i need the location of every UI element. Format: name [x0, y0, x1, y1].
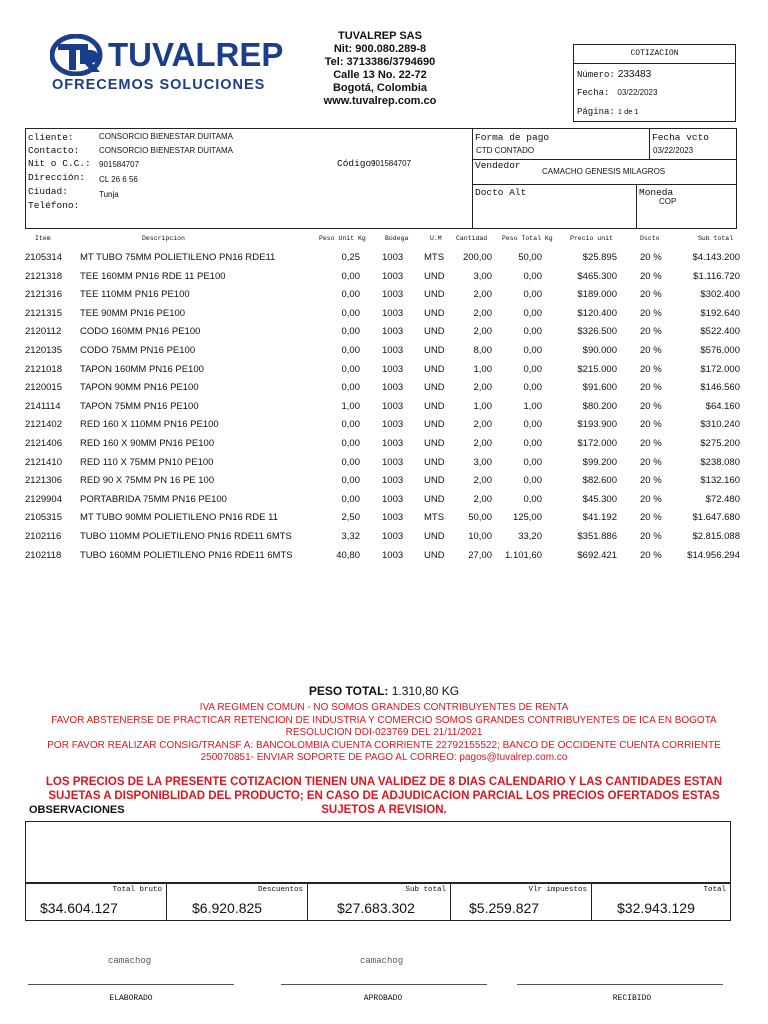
table-row — [25, 343, 745, 362]
cell-bodega: 1003 — [382, 363, 404, 375]
codigo-label: Código: — [337, 158, 377, 169]
cell-um: UND — [424, 363, 445, 375]
cell-descripcion: PORTABRIDA 75MM PN16 PE100 — [80, 493, 227, 505]
cell-bodega: 1003 — [382, 437, 404, 449]
cell-dscto: 20 % — [640, 400, 662, 412]
cell-sub-total: $14.956.294 — [687, 549, 740, 561]
cell-um: MTS — [424, 252, 445, 263]
company-nit: Nit: 900.080.289-8 — [333, 43, 427, 55]
cell-precio-unit: $189.000 — [577, 289, 617, 301]
quote-number: 233483 — [617, 69, 652, 80]
cell-cantidad: 2,00 — [473, 382, 492, 394]
sub-total-cell — [308, 884, 451, 920]
aprobado-label: APROBADO — [363, 994, 403, 1003]
cell-um: UND — [424, 307, 445, 319]
cell-peso-unit: 0,00 — [341, 382, 360, 394]
cell-precio-unit: $90.000 — [582, 344, 617, 356]
cell-bodega: 1003 — [382, 456, 404, 468]
company-name: TUVALREP SAS — [338, 30, 422, 42]
cell-item: 2121315 — [25, 307, 62, 319]
quote-title: COTIZACION — [574, 47, 735, 64]
peso-total-label: PESO TOTAL: — [308, 684, 389, 698]
cell-um: UND — [424, 456, 445, 468]
cell-peso-unit: 2,50 — [341, 512, 360, 524]
company-city: Bogotá, Colombia — [332, 82, 428, 94]
cell-bodega: 1003 — [382, 289, 404, 301]
cell-peso-total: 0,00 — [523, 289, 542, 301]
table-row — [25, 287, 745, 306]
sub-total-value: $27.683.302 — [337, 900, 415, 916]
cell-descripcion: TAPON 160MM PN16 PE100 — [80, 363, 204, 375]
cell-precio-unit: $692.421 — [577, 549, 617, 561]
total-bruto-value: $34.604.127 — [40, 900, 118, 916]
forma-pago-label: Forma de pago — [475, 132, 550, 143]
cell-cantidad: 2,00 — [473, 419, 492, 431]
total-bruto-cell — [26, 884, 167, 920]
cell-sub-total: $64.160 — [705, 400, 740, 412]
direccion-value: CL 26 6 56 — [99, 175, 138, 184]
table-row — [25, 529, 745, 548]
cell-bodega: 1003 — [382, 344, 404, 356]
cell-dscto: 20 % — [640, 289, 662, 301]
cell-descripcion: CODO 160MM PN16 PE100 — [80, 326, 201, 338]
table-row — [25, 548, 745, 567]
cell-peso-unit: 0,00 — [341, 493, 360, 505]
quote-date-row — [577, 88, 657, 98]
cell-dscto: 20 % — [640, 326, 662, 338]
cell-dscto: 20 % — [640, 363, 662, 375]
aprobado-name: camachog — [360, 956, 404, 966]
items-table-header — [25, 234, 745, 248]
brand-slogan: OFRECEMOS SOLUCIONES — [52, 77, 266, 93]
cell-bodega: 1003 — [382, 252, 404, 263]
cell-um: UND — [424, 289, 445, 301]
ciudad-label: Ciudad: — [28, 186, 68, 197]
cell-sub-total: $4.143.200 — [692, 252, 740, 263]
cell-descripcion: TEE 160MM PN16 RDE 11 PE100 — [80, 270, 226, 282]
cell-descripcion: CODO 75MM PN16 PE100 — [80, 344, 196, 356]
table-row — [25, 455, 745, 474]
cell-precio-unit: $45.300 — [582, 493, 617, 505]
cell-sub-total: $310.240 — [700, 419, 740, 431]
fecha-vcto-value: 03/22/2023 — [653, 146, 694, 155]
moneda-label: Moneda — [639, 187, 674, 198]
elaborado-name: camachog — [108, 956, 152, 966]
cell-sub-total: $1.647.680 — [692, 512, 740, 524]
cell-cantidad: 50,00 — [468, 512, 492, 524]
table-row — [25, 362, 745, 381]
cell-peso-unit: 3,32 — [341, 530, 360, 542]
cell-descripcion: RED 110 X 75MM PN10 PE100 — [80, 456, 214, 468]
cell-precio-unit: $82.600 — [582, 475, 617, 487]
cell-cantidad: 3,00 — [473, 456, 492, 468]
cell-descripcion: RED 90 X 75MM PN 16 PE 100 — [80, 475, 215, 487]
cell-precio-unit: $215.000 — [577, 363, 617, 375]
fecha-vcto-label: Fecha vcto — [652, 132, 710, 143]
table-row — [25, 436, 745, 455]
cell-item: 2121318 — [25, 270, 62, 282]
cell-item: 2120015 — [25, 382, 62, 394]
cell-um: UND — [424, 344, 445, 356]
brand-name: TUVALREP — [108, 36, 284, 73]
ciudad-value: Tunja — [99, 190, 119, 199]
cell-dscto: 20 % — [640, 475, 662, 487]
cell-peso-total: 0,00 — [523, 437, 542, 449]
cell-dscto: 20 % — [640, 530, 662, 542]
cell-peso-unit: 0,00 — [341, 475, 360, 487]
table-row — [25, 250, 745, 269]
table-row — [25, 324, 745, 343]
vendedor-value: CAMACHO GENESIS MILAGROS — [542, 167, 666, 176]
vendedor-label: Vendedor — [475, 160, 521, 171]
observaciones-label: OBSERVACIONES — [29, 804, 125, 816]
cell-peso-unit: 0,00 — [341, 289, 360, 301]
note-pago: POR FAVOR REALIZAR CONSIG/TRANSF A: BANCOLOMBIA CUENTA CORRIENTE 22792155522; BANCO DE OCCIDENTE CUENTA CORRIENTE 250070851- ENVIAR SOPORTE DE PAGO AL CORREO: pagos@tuvalrep.com.co — [47, 739, 721, 763]
quote-number-row — [577, 69, 651, 80]
cell-bodega: 1003 — [382, 475, 404, 487]
cell-peso-total: 1,00 — [523, 400, 542, 412]
codigo-value: 901584707 — [371, 159, 412, 168]
peso-total-value: 1.310,80 KG — [391, 684, 460, 698]
cell-peso-total: 0,00 — [523, 326, 542, 338]
cell-peso-total: 0,00 — [523, 382, 542, 394]
th-bodega: Bodega — [385, 235, 409, 242]
aprobado-line — [281, 984, 487, 985]
cell-um: MTS — [424, 512, 445, 524]
cell-descripcion: MT TUBO 90MM POLIETILENO PN16 RDE 11 — [80, 512, 278, 524]
cell-bodega: 1003 — [382, 382, 404, 394]
cell-item: 2121410 — [25, 456, 62, 468]
cell-dscto: 20 % — [640, 252, 662, 263]
cell-cantidad: 27,00 — [468, 549, 492, 561]
cell-cantidad: 2,00 — [473, 493, 492, 505]
cell-item: 2105315 — [25, 512, 62, 524]
descuentos-value: $6.920.825 — [192, 900, 263, 916]
cell-cantidad: 2,00 — [473, 326, 492, 338]
cell-precio-unit: $351.886 — [577, 530, 617, 542]
items-table-body — [25, 250, 745, 566]
th-dscto: Dscto — [640, 235, 660, 242]
cell-precio-unit: $193.900 — [577, 419, 617, 431]
cell-precio-unit: $465.300 — [577, 270, 617, 282]
cell-peso-unit: 0,00 — [341, 437, 360, 449]
totals-box — [25, 883, 731, 921]
forma-pago-value: CTD CONTADO — [476, 146, 535, 155]
cell-dscto: 20 % — [640, 549, 662, 561]
cell-dscto: 20 % — [640, 419, 662, 431]
th-precio-unit: Precio unit — [570, 235, 613, 242]
cell-precio-unit: $80.200 — [582, 400, 617, 412]
cell-um: UND — [424, 400, 445, 412]
cell-um: UND — [424, 475, 445, 487]
quote-page-row — [577, 107, 639, 117]
cell-peso-total: 0,00 — [523, 419, 542, 431]
cell-um: UND — [424, 549, 445, 561]
cell-peso-total: 50,00 — [518, 252, 542, 263]
cell-peso-unit: 0,00 — [341, 344, 360, 356]
peso-total — [0, 684, 768, 698]
docto-alt-label: Docto Alt — [475, 187, 527, 198]
cell-peso-unit: 40,80 — [336, 549, 360, 561]
vlr-impuestos-value: $5.259.827 — [469, 900, 540, 916]
th-peso-unit: Peso Unit Kg — [319, 235, 366, 242]
cell-sub-total: $522.400 — [700, 326, 740, 338]
th-um: U.M — [430, 235, 442, 242]
quote-info-box — [573, 44, 736, 122]
cell-item: 2120112 — [25, 326, 62, 338]
nit-value: 901584707 — [99, 160, 140, 169]
cliente-label: cliente: — [28, 132, 74, 143]
contacto-label: Contacto: — [28, 145, 80, 156]
cell-bodega: 1003 — [382, 419, 404, 431]
company-address: Calle 13 No. 22-72 — [333, 69, 427, 81]
cell-bodega: 1003 — [382, 326, 404, 338]
cell-precio-unit: $120.400 — [577, 307, 617, 319]
cell-precio-unit: $41.192 — [582, 512, 617, 524]
cell-dscto: 20 % — [640, 493, 662, 505]
recibido-line — [517, 984, 723, 985]
cell-peso-total: 0,00 — [523, 493, 542, 505]
note-validez: LOS PRECIOS DE LA PRESENTE COTIZACION TIENEN UNA VALIDEZ DE 8 DIAS CALENDARIO Y LAS CANTIDADES ESTAN SUJETAS A DISPONIBLIDAD DEL PRODUCTO; EN CASO DE ADJUDICACION PARCIAL LOS PRECIOS OFERTADOS ESTAS SUJETOS A REVISION. — [45, 775, 723, 816]
cell-dscto: 20 % — [640, 270, 662, 282]
cell-descripcion: TAPON 90MM PN16 PE100 — [80, 382, 199, 394]
moneda-value: COP — [659, 197, 677, 206]
cell-dscto: 20 % — [640, 456, 662, 468]
table-row — [25, 417, 745, 436]
table-row — [25, 380, 745, 399]
quote-number-label: Número: — [577, 70, 615, 80]
cell-sub-total: $302.400 — [700, 289, 740, 301]
table-row — [25, 399, 745, 418]
cell-cantidad: 200,00 — [462, 252, 492, 263]
cell-item: 2102118 — [25, 549, 62, 561]
cell-peso-total: 33,20 — [518, 530, 542, 542]
th-cantidad: Cantidad — [456, 235, 488, 242]
cell-sub-total: $132.160 — [700, 475, 740, 487]
quote-date: 03/22/2023 — [617, 88, 658, 97]
cell-sub-total: $238.080 — [700, 456, 740, 468]
descuentos-cell — [167, 884, 308, 920]
cell-peso-total: 125,00 — [512, 512, 542, 524]
cell-item: 2121018 — [25, 363, 62, 375]
cell-sub-total: $146.560 — [700, 382, 740, 394]
cell-dscto: 20 % — [640, 437, 662, 449]
cell-peso-unit: 0,00 — [341, 363, 360, 375]
cell-um: UND — [424, 530, 445, 542]
cell-peso-total: 0,00 — [523, 344, 542, 356]
cell-um: UND — [424, 270, 445, 282]
cell-precio-unit: $99.200 — [582, 456, 617, 468]
cell-item: 2141114 — [25, 400, 61, 412]
cell-peso-unit: 0,25 — [341, 252, 360, 263]
cell-peso-unit: 0,00 — [341, 307, 360, 319]
cell-um: UND — [424, 419, 445, 431]
direccion-label: Dirección: — [28, 172, 86, 183]
th-sub-total: Sub total — [698, 235, 734, 242]
cell-bodega: 1003 — [382, 549, 404, 561]
cell-um: UND — [424, 437, 445, 449]
cell-descripcion: TEE 110MM PN16 PE100 — [80, 289, 190, 301]
cell-item: 2121316 — [25, 289, 62, 301]
company-info — [280, 30, 480, 108]
cell-cantidad: 8,00 — [473, 344, 492, 356]
client-info-box — [25, 128, 737, 229]
table-row — [25, 492, 745, 511]
cell-peso-unit: 0,00 — [341, 419, 360, 431]
quote-page: 1 de 1 — [617, 107, 639, 116]
cell-bodega: 1003 — [382, 270, 404, 282]
cell-sub-total: $576.000 — [700, 344, 740, 356]
cell-dscto: 20 % — [640, 382, 662, 394]
cell-descripcion: TEE 90MM PN16 PE100 — [80, 307, 186, 319]
cell-dscto: 20 % — [640, 512, 662, 524]
table-row — [25, 510, 745, 529]
cell-precio-unit: $172.000 — [577, 437, 617, 449]
cliente-value: CONSORCIO BIENESTAR DUITAMA — [99, 132, 233, 141]
total-label: Total — [703, 886, 726, 894]
th-item: Item — [35, 235, 51, 242]
company-web: www.tuvalrep.com.co — [323, 95, 437, 107]
cell-cantidad: 10,00 — [468, 530, 492, 542]
cell-peso-total: 0,00 — [523, 456, 542, 468]
cell-sub-total: $72.480 — [705, 493, 740, 505]
cell-cantidad: 2,00 — [473, 475, 492, 487]
cell-bodega: 1003 — [382, 530, 404, 542]
contacto-value: CONSORCIO BIENESTAR DUITAMA — [99, 146, 233, 155]
cell-cantidad: 1,00 — [473, 400, 492, 412]
cell-dscto: 20 % — [640, 307, 662, 319]
cell-bodega: 1003 — [382, 512, 404, 524]
company-tel: Tel: 3713386/3794690 — [324, 56, 436, 68]
total-cell — [592, 884, 730, 920]
observaciones-box — [25, 821, 731, 883]
nit-label: Nit o C.C.: — [28, 158, 91, 169]
cell-peso-total: 0,00 — [523, 307, 542, 319]
total-bruto-label: Total bruto — [112, 886, 162, 894]
cell-sub-total: $1.116.720 — [693, 270, 740, 282]
cell-cantidad: 2,00 — [473, 289, 492, 301]
sub-total-label: Sub total — [405, 886, 446, 894]
cell-item: 2121306 — [25, 475, 62, 487]
cell-um: UND — [424, 326, 445, 338]
cell-um: UND — [424, 382, 445, 394]
th-peso-total: Peso Total Kg — [502, 235, 553, 242]
vlr-impuestos-label: Vlr impuestos — [528, 886, 587, 894]
cell-descripcion: TAPON 75MM PN16 PE100 — [80, 400, 199, 412]
cell-peso-unit: 1,00 — [341, 400, 360, 412]
cell-descripcion: RED 160 X 110MM PN16 PE100 — [80, 419, 219, 431]
cell-item: 2120135 — [25, 344, 62, 356]
elaborado-line — [28, 984, 234, 985]
cell-bodega: 1003 — [382, 307, 404, 319]
table-row — [25, 306, 745, 325]
cell-item: 2102116 — [25, 530, 62, 542]
cell-peso-total: 0,00 — [523, 270, 542, 282]
cell-precio-unit: $91.600 — [582, 382, 617, 394]
quote-page-label: Página: — [577, 107, 615, 117]
cell-item: 2105314 — [25, 252, 62, 263]
elaborado-label: ELABORADO — [109, 994, 153, 1003]
cell-peso-unit: 0,00 — [341, 270, 360, 282]
cell-descripcion: TUBO 160MM POLIETILENO PN16 RDE11 6MTS — [80, 549, 293, 561]
telefono-label: Teléfono: — [28, 200, 80, 211]
total-value: $32.943.129 — [617, 900, 695, 916]
cell-peso-total: 0,00 — [523, 475, 542, 487]
cell-cantidad: 1,00 — [473, 363, 492, 375]
cell-peso-unit: 0,00 — [341, 456, 360, 468]
cell-sub-total: $275.200 — [700, 437, 740, 449]
cell-descripcion: MT TUBO 75MM POLIETILENO PN16 RDE11 — [80, 252, 276, 263]
cell-um: UND — [424, 493, 445, 505]
cell-precio-unit: $326.500 — [577, 326, 617, 338]
tr-logo-icon — [50, 34, 106, 76]
legal-notes — [30, 702, 738, 817]
cell-bodega: 1003 — [382, 400, 404, 412]
company-logo — [50, 34, 284, 96]
table-row — [25, 269, 745, 288]
table-row — [25, 473, 745, 492]
cell-descripcion: TUBO 110MM POLIETILENO PN16 RDE11 6MTS — [80, 530, 292, 542]
cell-item: 2121406 — [25, 437, 62, 449]
recibido-label: RECIBIDO — [612, 994, 652, 1003]
cell-cantidad: 2,00 — [473, 307, 492, 319]
cell-cantidad: 2,00 — [473, 437, 492, 449]
cell-bodega: 1003 — [382, 493, 404, 505]
note-retencion: FAVOR ABSTENERSE DE PRACTICAR RETENCION DE INDUSTRIA Y COMERCIO SOMOS GRANDES CONTRIBUYENTES DE ICA EN BOGOTA RESOLUCION DDI-023769 DEL 21/11/2021 — [51, 714, 717, 738]
th-descripcion: Descripcion — [142, 235, 185, 242]
cell-peso-unit: 0,00 — [341, 326, 360, 338]
cell-sub-total: $172.000 — [700, 363, 740, 375]
cell-item: 2121402 — [25, 419, 62, 431]
quote-date-label: Fecha: — [577, 88, 610, 98]
cell-sub-total: $2.815.088 — [692, 530, 740, 542]
cell-item: 2129904 — [25, 493, 62, 505]
cell-peso-total: 0,00 — [523, 363, 542, 375]
vlr-impuestos-cell — [451, 884, 592, 920]
descuentos-label: Descuentos — [257, 886, 303, 894]
note-iva: IVA REGIMEN COMUN - NO SOMOS GRANDES CONTRIBUYENTES DE RENTA — [199, 702, 569, 713]
cell-cantidad: 3,00 — [473, 270, 492, 282]
cell-sub-total: $192.640 — [700, 307, 740, 319]
cell-dscto: 20 % — [640, 344, 662, 356]
cell-precio-unit: $25.895 — [582, 252, 617, 263]
cell-peso-total: 1.101,60 — [505, 549, 542, 561]
cell-descripcion: RED 160 X 90MM PN16 PE100 — [80, 437, 215, 449]
